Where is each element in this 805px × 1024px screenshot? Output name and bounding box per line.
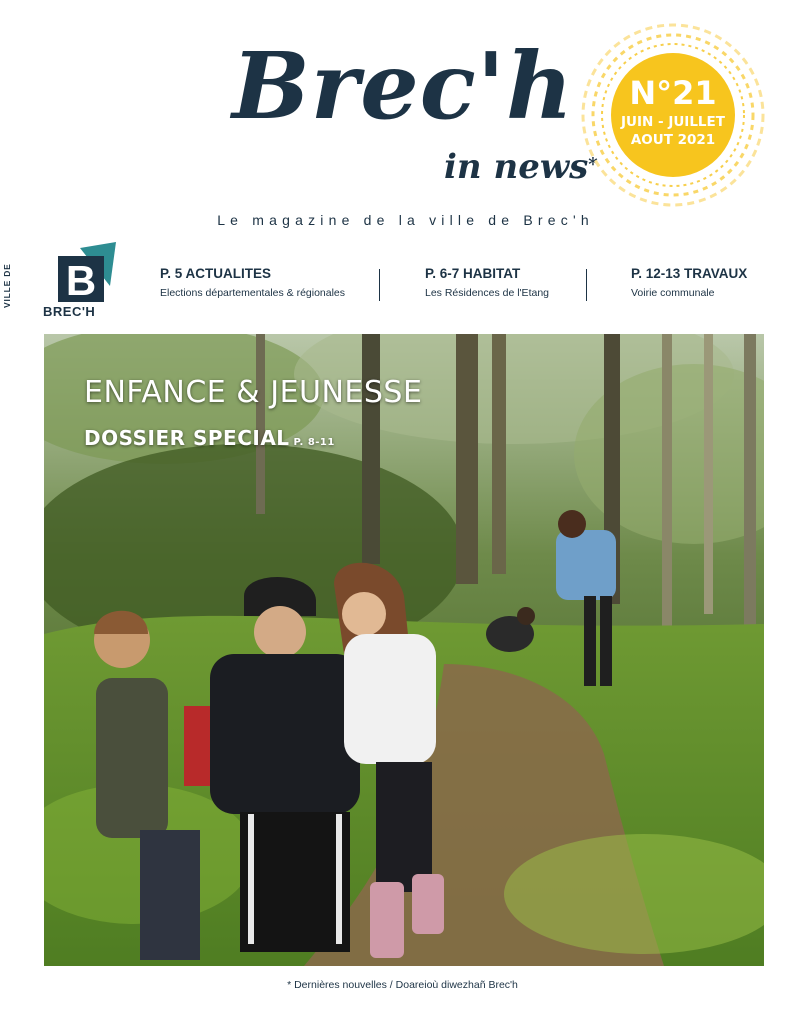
teaser-title: P. 12-13 TRAVAUX [631, 266, 748, 281]
issue-number: N°21 [629, 74, 717, 112]
magazine-title: Brec'h [232, 32, 574, 140]
tagline: Le magazine de la ville de Brec'h [217, 212, 594, 228]
teaser-divider [379, 269, 380, 301]
cover-photo [44, 334, 764, 966]
teaser-habitat [425, 266, 549, 299]
magazine-subtitle [444, 148, 598, 186]
subtitle-text: in news [444, 147, 589, 187]
cover-headline: ENFANCE & JEUNESSE [84, 375, 423, 410]
cover-page-ref: P. 8-11 [293, 437, 335, 448]
footnote: * Dernières nouvelles / Doareioù diwezhañ Brec'h [287, 979, 518, 991]
city-logo-letter: B [65, 257, 97, 304]
issue-badge [578, 20, 768, 210]
teaser-title: P. 5 ACTUALITES [160, 266, 272, 281]
teaser-title: P. 6-7 HABITAT [425, 266, 521, 281]
subtitle-asterisk: * [588, 154, 598, 175]
issue-year: AOUT 2021 [630, 132, 716, 148]
cover-subheadline-text: DOSSIER SPECIAL [84, 426, 290, 450]
teaser-actualites [160, 266, 345, 299]
teaser-divider [586, 269, 587, 301]
city-logo-prefix: VILLE DE [2, 263, 12, 308]
teaser-travaux [631, 266, 747, 299]
issue-months: JUIN - JUILLET [621, 114, 725, 130]
teaser-desc: Elections départementales & régionales [160, 287, 346, 299]
cover-subheadline [84, 426, 335, 455]
city-logo-name: BREC'H [43, 304, 96, 319]
teaser-desc: Les Résidences de l'Etang [425, 287, 550, 299]
teaser-desc: Voirie communale [631, 287, 715, 299]
